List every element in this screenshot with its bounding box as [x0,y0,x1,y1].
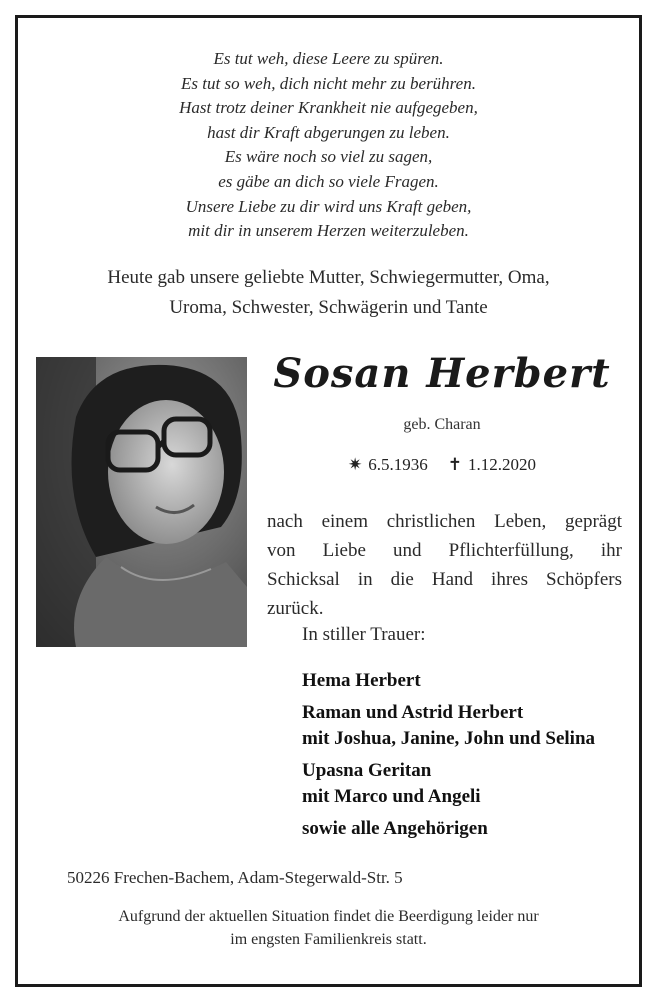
poem-line: hast dir Kraft abgerungen zu leben. [207,122,450,142]
poem-line: Hast trotz deiner Krankheit nie aufgegeben, [179,98,478,118]
deceased-name: Sosan Herbert [273,350,611,397]
death-date: 1.12.2020 [468,455,536,474]
mourner: mit Joshua, Janine, John und Selina [302,728,596,749]
intro-line: Heute gab unsere geliebte Mutter, Schwiegermutter, Oma, [107,267,550,288]
cross-icon: ✝ [447,455,462,474]
poem [0,47,657,244]
mourner: Raman und Astrid Herbert [302,702,524,723]
note-line: Aufgrund der aktuellen Situation findet die Beerdigung leider nur [118,908,539,925]
mourner: Upasna Geritan [302,760,432,781]
poem-line: mit dir in unserem Herzen weiterzuleben. [188,221,469,241]
note-line: im engsten Familienkreis statt. [230,931,427,948]
in-mourning-label: In stiller Trauer: [302,624,426,645]
text-line: nach einem christlichen Leben, geprägt [267,511,622,532]
mourner: sowie alle Angehörigen [302,818,488,839]
poem-line: es gäbe an dich so viele Fragen. [218,171,439,191]
intro-line: Uroma, Schwester, Schwägerin und Tante [169,297,488,318]
star-icon: ✷ [348,455,363,474]
mourner: mit Marco und Angeli [302,786,481,807]
poem-line: Es wäre noch so viel zu sagen, [224,147,433,167]
poem-line: Es tut weh, diese Leere zu spüren. [213,49,444,68]
poem-line: Unsere Liebe zu dir wird uns Kraft geben, [185,196,472,216]
birth-name: geb. Charan [403,416,481,433]
text-line: zurück. [267,598,324,619]
funeral-note [0,905,657,951]
mourners-list [302,668,595,842]
text-line: von Liebe und Pflichterfüllung, ihr [267,540,622,561]
birth-date: 6.5.1936 [368,455,428,474]
address: 50226 Frechen-Bachem, Adam-Stegerwald-Str. 5 [67,868,403,887]
obituary-text [267,507,622,623]
portrait-photo [36,357,247,647]
text-line: Schicksal in die Hand ihres Schöpfers [267,569,622,590]
poem-line: Es tut so weh, dich nicht mehr zu berühren. [181,73,476,93]
mourner: Hema Herbert [302,670,421,691]
life-dates [262,455,622,475]
intro-text [0,263,657,323]
